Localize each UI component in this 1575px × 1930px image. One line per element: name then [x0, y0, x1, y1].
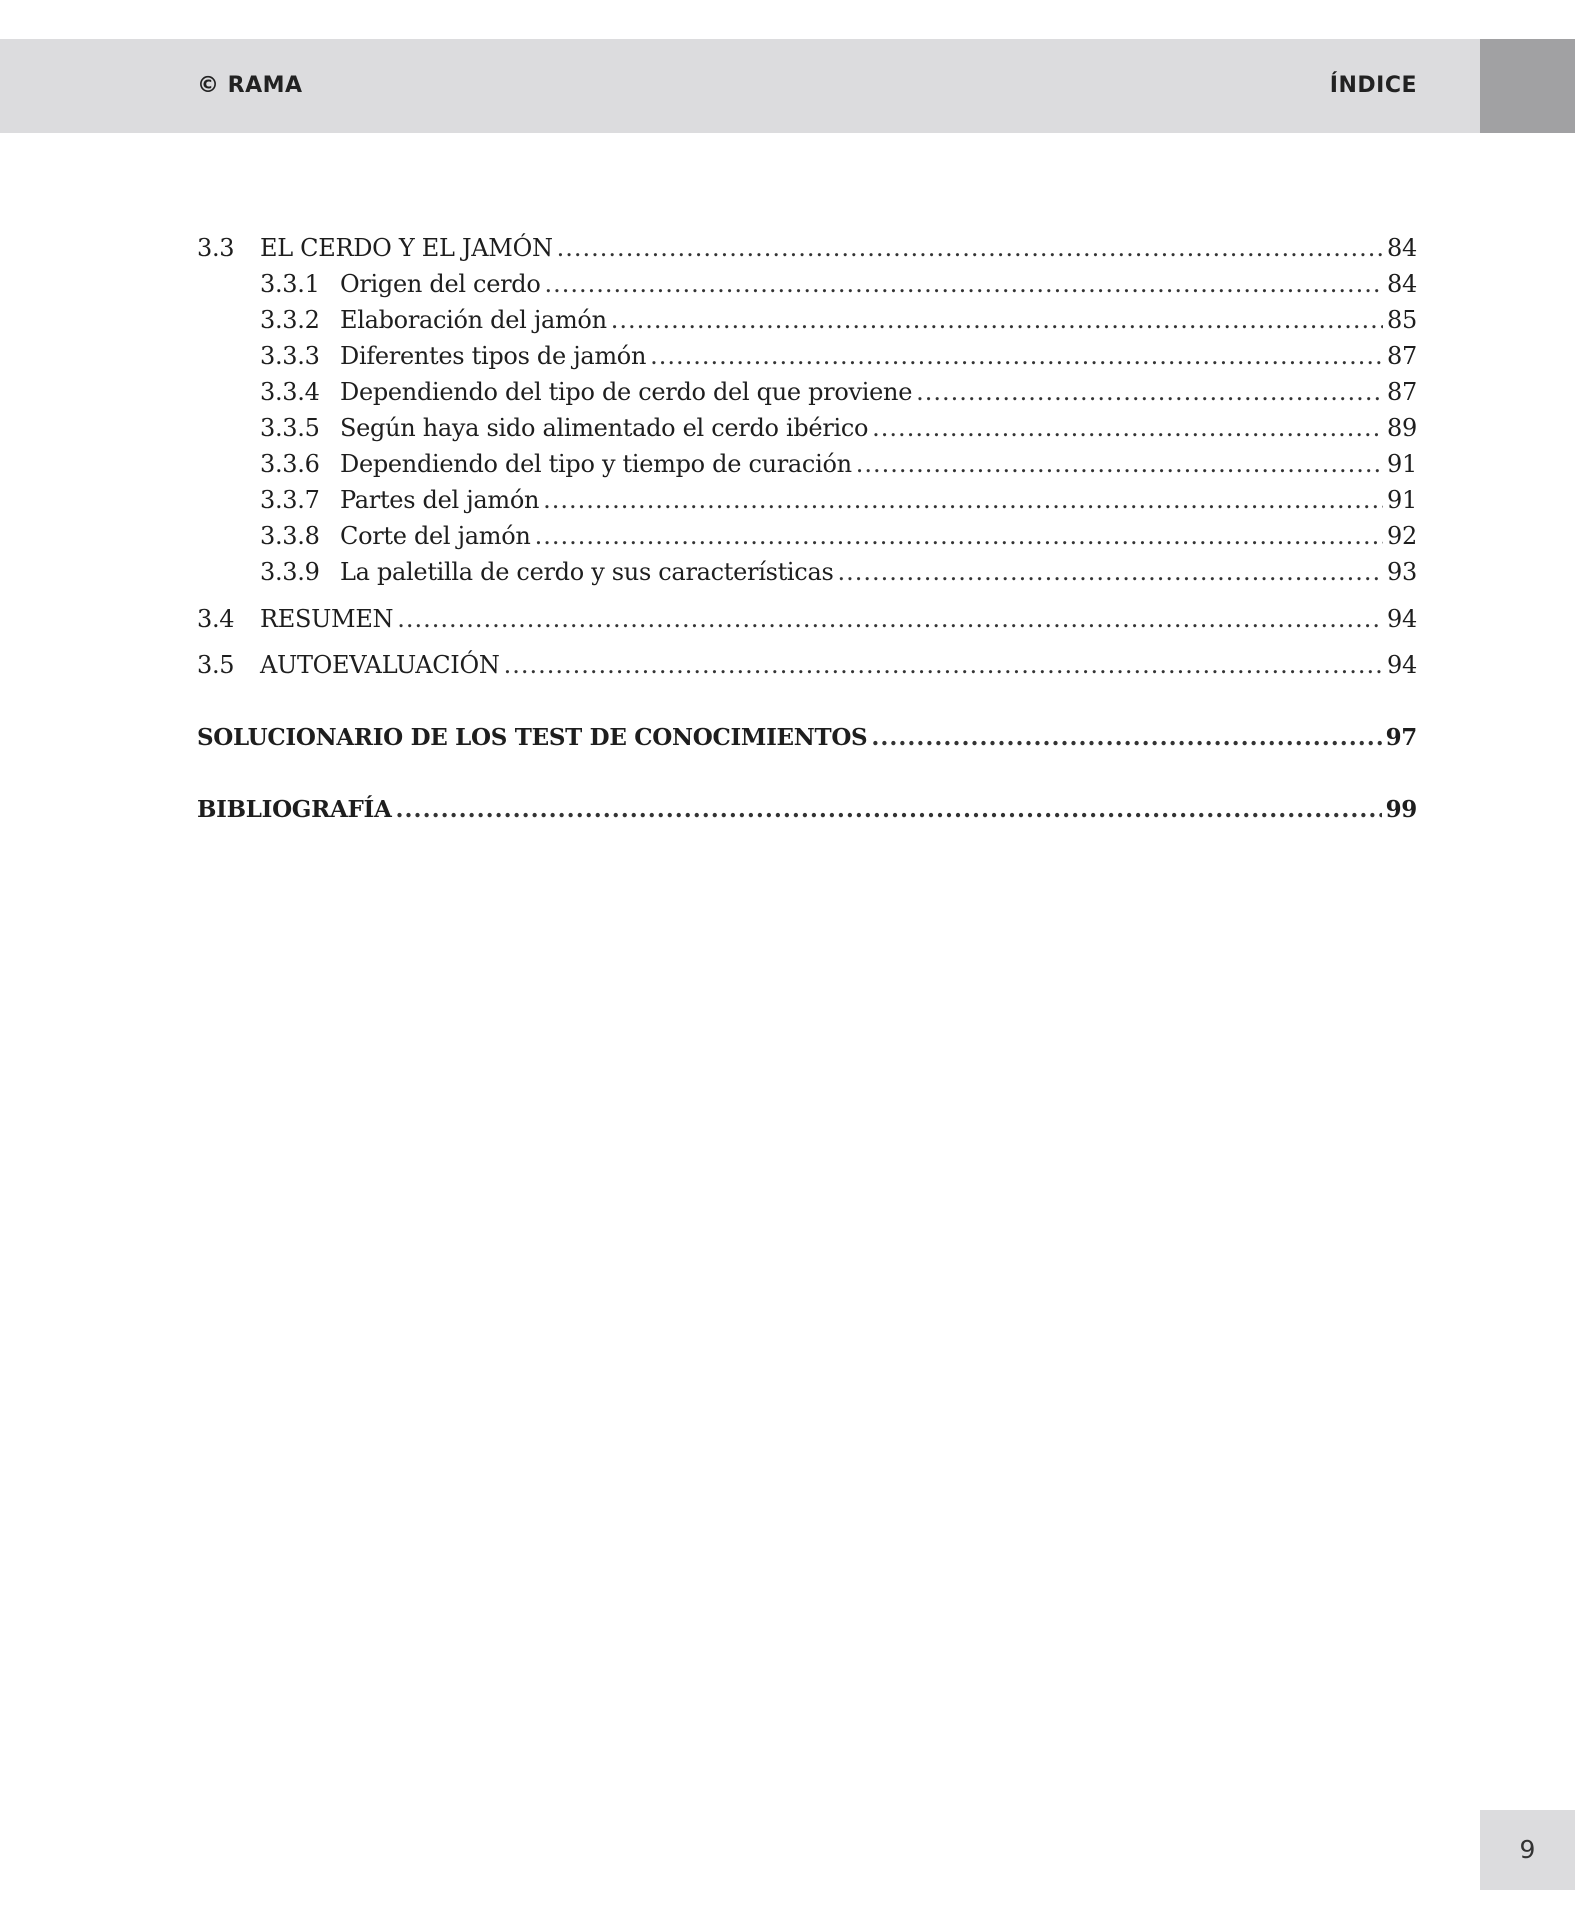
dot-leader [916, 374, 1383, 410]
dot-leader [611, 302, 1383, 338]
toc-entry-number: 3.5 [197, 651, 235, 679]
toc-entry-page: 94 [1387, 605, 1417, 633]
dot-leader [535, 518, 1383, 554]
toc-entry-page: 87 [1387, 342, 1417, 370]
page-number: 9 [1519, 1835, 1536, 1864]
dot-leader [396, 792, 1382, 828]
dot-leader [837, 554, 1383, 590]
dot-leader [856, 446, 1383, 482]
toc-entry-page: 93 [1387, 558, 1417, 586]
toc-entry-number: 3.3.4 [260, 378, 320, 406]
toc-entry-number: 3.3.6 [260, 450, 320, 478]
toc-entry[interactable] [197, 554, 1417, 590]
toc-entry-title: Elaboración del jamón [340, 306, 607, 334]
toc-entry[interactable] [197, 374, 1417, 410]
toc-entry-page: 94 [1387, 651, 1417, 679]
toc-entry-page: 99 [1385, 796, 1417, 823]
dot-leader [543, 482, 1383, 518]
toc-chapter-entry[interactable] [197, 720, 1417, 756]
dot-leader [650, 338, 1383, 374]
dot-leader [872, 410, 1383, 446]
toc-entry-page: 84 [1387, 234, 1417, 262]
toc-entry[interactable] [197, 647, 1417, 683]
toc-entry-title: BIBLIOGRAFÍA [197, 796, 392, 823]
dot-leader [504, 647, 1383, 683]
dot-leader [397, 601, 1383, 637]
toc-entry-title: Según haya sido alimentado el cerdo ibérico [340, 414, 869, 442]
dot-leader [544, 266, 1383, 302]
toc-entry-title: Dependiendo del tipo de cerdo del que proviene [340, 378, 913, 406]
toc-entry-number: 3.3.1 [260, 270, 320, 298]
toc-entry-number: 3.3.2 [260, 306, 320, 334]
toc-entry-number: 3.3.3 [260, 342, 320, 370]
publisher-label: © RAMA [197, 73, 303, 98]
toc-entry-number: 3.3.8 [260, 522, 320, 550]
toc-entry-title: RESUMEN [260, 605, 394, 633]
toc-entry[interactable] [197, 302, 1417, 338]
header-thumb-tab [1480, 39, 1575, 133]
table-of-contents [197, 230, 1417, 828]
toc-entry-title: EL CERDO Y EL JAMÓN [260, 234, 553, 262]
toc-entry-title: AUTOEVALUACIÓN [260, 651, 500, 679]
toc-entry-page: 92 [1387, 522, 1417, 550]
toc-entry-page: 91 [1387, 450, 1417, 478]
dot-leader [557, 230, 1383, 266]
toc-entry-number: 3.3.7 [260, 486, 320, 514]
toc-entry-title: Corte del jamón [340, 522, 531, 550]
toc-entry-page: 89 [1387, 414, 1417, 442]
toc-chapter-entry[interactable] [197, 792, 1417, 828]
section-title: ÍNDICE [1329, 73, 1417, 98]
toc-entry-title: Partes del jamón [340, 486, 540, 514]
toc-entry-number: 3.3.9 [260, 558, 320, 586]
toc-entry-title: Dependiendo del tipo y tiempo de curación [340, 450, 852, 478]
toc-entry-page: 97 [1385, 724, 1417, 751]
toc-entry-number: 3.4 [197, 605, 235, 633]
toc-entry[interactable] [197, 601, 1417, 637]
toc-entry[interactable] [197, 266, 1417, 302]
toc-entry-title: Diferentes tipos de jamón [340, 342, 647, 370]
toc-entry-page: 87 [1387, 378, 1417, 406]
toc-entry[interactable] [197, 338, 1417, 374]
toc-entry[interactable] [197, 518, 1417, 554]
dot-leader [871, 720, 1381, 756]
toc-entry-page: 84 [1387, 270, 1417, 298]
toc-entry[interactable] [197, 230, 1417, 266]
toc-entry[interactable] [197, 482, 1417, 518]
toc-entry-page: 85 [1387, 306, 1417, 334]
toc-entry[interactable] [197, 446, 1417, 482]
toc-entry-title: Origen del cerdo [340, 270, 541, 298]
toc-entry[interactable] [197, 410, 1417, 446]
toc-entry-number: 3.3 [197, 234, 235, 262]
toc-entry-title: La paletilla de cerdo y sus características [340, 558, 834, 586]
toc-entry-number: 3.3.5 [260, 414, 320, 442]
toc-entry-title: SOLUCIONARIO DE LOS TEST DE CONOCIMIENTOS [197, 724, 868, 751]
toc-entry-page: 91 [1387, 486, 1417, 514]
